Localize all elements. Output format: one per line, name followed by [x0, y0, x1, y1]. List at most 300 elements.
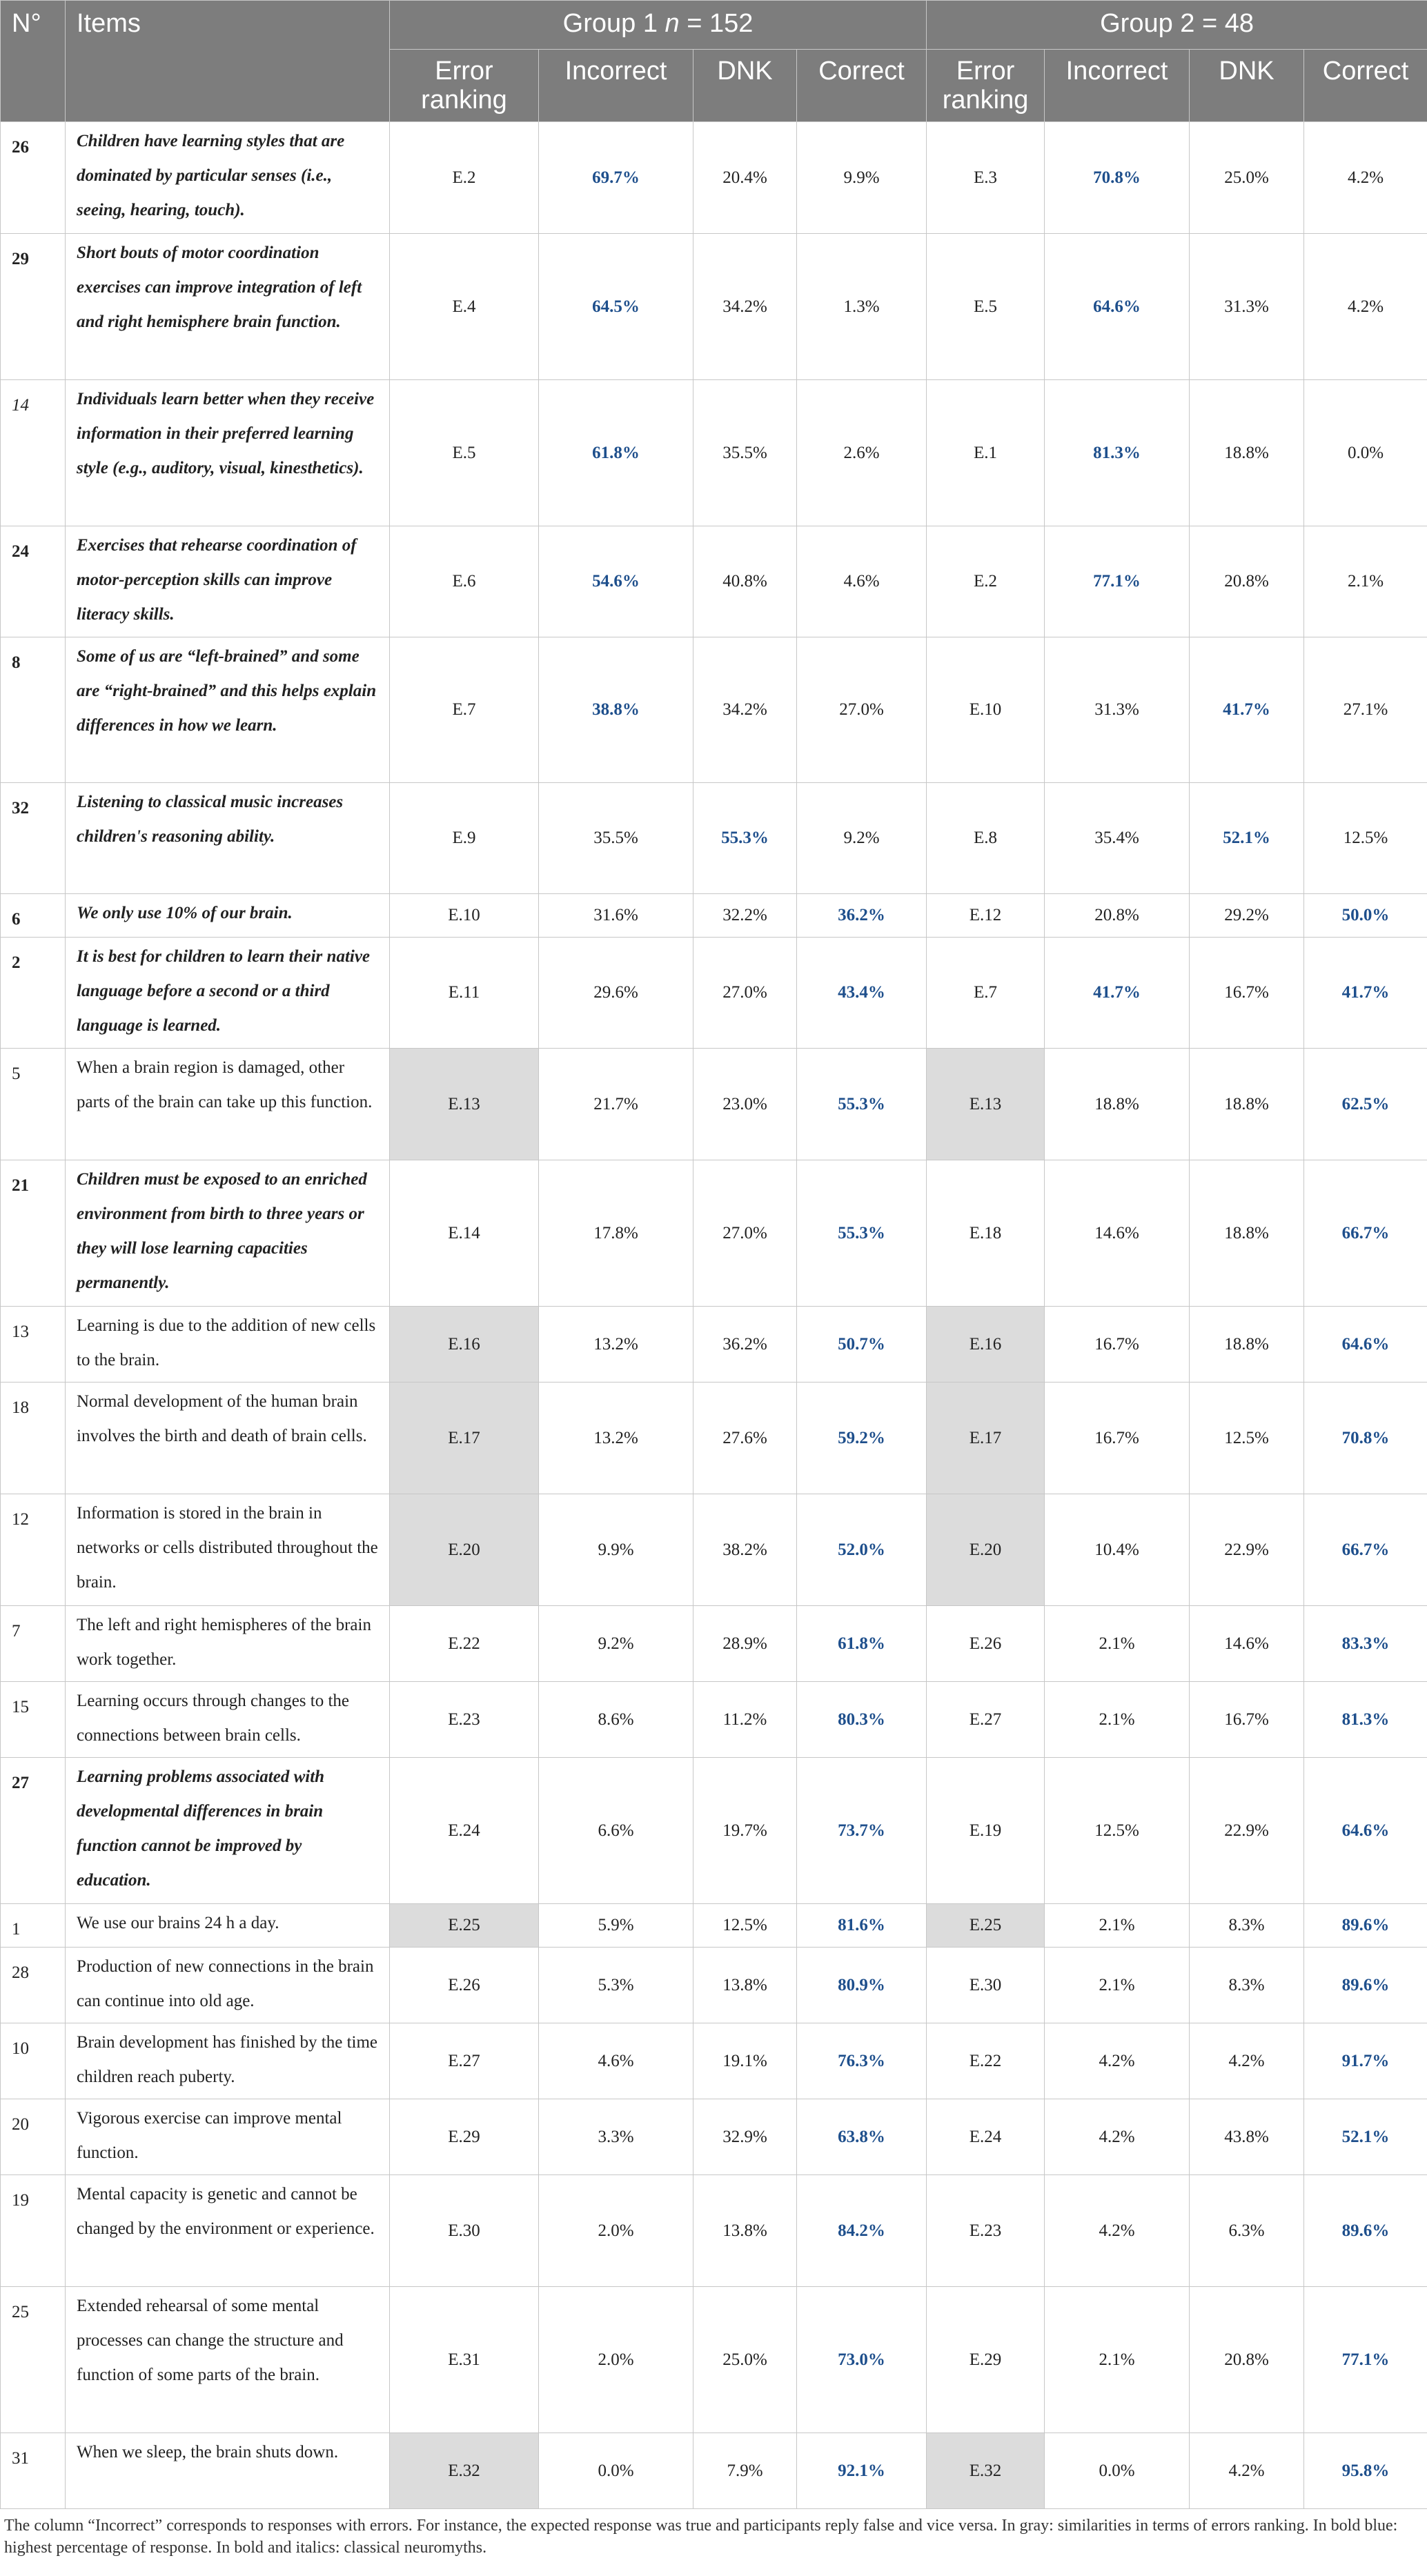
table-row [1, 783, 1427, 894]
cell-g1-error-ranking: E.9 [390, 783, 539, 894]
cell-g2-dnk: 29.2% [1190, 894, 1304, 938]
table-row [1, 1682, 1427, 1758]
cell-g2-correct: 12.5% [1304, 783, 1427, 894]
highlighted-value: 66.7% [1341, 1223, 1390, 1242]
cell-g2-correct: 0.0% [1304, 380, 1427, 526]
table-row [1, 637, 1427, 783]
cell-g1-correct [797, 1307, 927, 1383]
row-number: 28 [1, 1948, 66, 2023]
cell-g1-error-ranking: E.4 [390, 234, 539, 380]
cell-g1-dnk: 32.2% [693, 894, 797, 938]
cell-g1-correct [797, 1160, 927, 1307]
cell-g2-dnk: 14.6% [1190, 1606, 1304, 1682]
cell-g1-correct [797, 2287, 927, 2433]
cell-g2-correct [1304, 1160, 1427, 1307]
row-item-statement: Vigorous exercise can improve mental function. [66, 2099, 390, 2175]
cell-g1-incorrect: 35.5% [539, 783, 693, 894]
row-number: 19 [1, 2175, 66, 2287]
row-item-statement: Extended rehearsal of some mental processes can change the structure and function of some parts of the brain. [66, 2287, 390, 2433]
highlighted-value: 38.8% [592, 700, 640, 719]
table-row [1, 2099, 1427, 2175]
cell-g1-correct [797, 1758, 927, 1904]
table-row [1, 1383, 1427, 1494]
cell-g1-correct [797, 938, 927, 1049]
table-row [1, 1049, 1427, 1160]
cell-g1-correct [797, 1494, 927, 1606]
cell-g2-dnk: 22.9% [1190, 1758, 1304, 1904]
cell-g1-dnk: 36.2% [693, 1307, 797, 1383]
cell-g1-incorrect: 0.0% [539, 2433, 693, 2509]
highlighted-value: 61.8% [592, 443, 640, 462]
cell-g1-error-ranking: E.25 [390, 1904, 539, 1948]
cell-g2-dnk: 43.8% [1190, 2099, 1304, 2175]
cell-g1-dnk: 11.2% [693, 1682, 797, 1758]
cell-g1-incorrect: 8.6% [539, 1682, 693, 1758]
cell-g1-error-ranking: E.7 [390, 637, 539, 783]
cell-g2-correct: 2.1% [1304, 526, 1427, 637]
cell-g2-incorrect: 12.5% [1045, 1758, 1190, 1904]
cell-g2-dnk: 18.8% [1190, 1160, 1304, 1307]
row-item-statement: Brain development has finished by the time children reach puberty. [66, 2023, 390, 2099]
row-number: 6 [1, 894, 66, 938]
row-number: 18 [1, 1383, 66, 1494]
cell-g1-incorrect: 13.2% [539, 1383, 693, 1494]
highlighted-value: 80.3% [838, 1710, 885, 1729]
cell-g2-incorrect: 2.1% [1045, 1682, 1190, 1758]
cell-g2-incorrect [1045, 380, 1190, 526]
cell-g1-correct: 9.9% [797, 122, 927, 234]
row-number: 1 [1, 1904, 66, 1948]
cell-g1-correct: 1.3% [797, 234, 927, 380]
cell-g1-incorrect: 2.0% [539, 2287, 693, 2433]
table-row [1, 2433, 1427, 2509]
cell-g2-dnk: 8.3% [1190, 1948, 1304, 2023]
highlighted-value: 92.1% [838, 2461, 885, 2480]
cell-g2-incorrect: 4.2% [1045, 2175, 1190, 2287]
cell-g1-correct [797, 1904, 927, 1948]
cell-g2-error-ranking: E.8 [927, 783, 1045, 894]
cell-g2-correct [1304, 2433, 1427, 2509]
cell-g1-error-ranking: E.2 [390, 122, 539, 234]
cell-g2-dnk: 16.7% [1190, 938, 1304, 1049]
highlighted-value: 95.8% [1341, 2461, 1390, 2480]
cell-g1-incorrect [539, 234, 693, 380]
cell-g2-dnk [1190, 637, 1304, 783]
cell-g1-correct [797, 2099, 927, 2175]
cell-g2-error-ranking: E.13 [927, 1049, 1045, 1160]
highlighted-value: 59.2% [838, 1428, 885, 1447]
highlighted-value: 77.1% [1093, 572, 1141, 591]
row-item-statement: Listening to classical music increases children's reasoning ability. [66, 783, 390, 894]
cell-g2-correct [1304, 1682, 1427, 1758]
highlighted-value: 52.1% [1223, 829, 1270, 847]
cell-g2-error-ranking: E.10 [927, 637, 1045, 783]
cell-g2-error-ranking: E.7 [927, 938, 1045, 1049]
header-g1-incorrect: Incorrect [539, 50, 693, 122]
cell-g2-error-ranking: E.25 [927, 1904, 1045, 1948]
row-item-statement: Exercises that rehearse coordination of motor-perception skills can improve literacy skills. [66, 526, 390, 637]
cell-g1-error-ranking: E.11 [390, 938, 539, 1049]
table-row [1, 234, 1427, 380]
header-g1-correct: Correct [797, 50, 927, 122]
highlighted-value: 91.7% [1341, 2051, 1390, 2070]
cell-g1-incorrect: 13.2% [539, 1307, 693, 1383]
cell-g1-error-ranking: E.23 [390, 1682, 539, 1758]
highlighted-value: 55.3% [721, 829, 769, 847]
cell-g2-dnk: 12.5% [1190, 1383, 1304, 1494]
cell-g1-dnk: 35.5% [693, 380, 797, 526]
cell-g1-dnk: 19.1% [693, 2023, 797, 2099]
cell-g2-error-ranking: E.19 [927, 1758, 1045, 1904]
highlighted-value: 54.6% [592, 572, 640, 591]
cell-g1-correct [797, 1606, 927, 1682]
cell-g1-dnk: 28.9% [693, 1606, 797, 1682]
highlighted-value: 64.5% [592, 297, 640, 316]
cell-g1-correct [797, 1049, 927, 1160]
cell-g1-correct: 4.6% [797, 526, 927, 637]
highlighted-value: 77.1% [1341, 2350, 1390, 2369]
cell-g1-incorrect: 3.3% [539, 2099, 693, 2175]
cell-g2-incorrect: 4.2% [1045, 2099, 1190, 2175]
cell-g2-incorrect: 16.7% [1045, 1307, 1190, 1383]
cell-g1-dnk: 40.8% [693, 526, 797, 637]
header-number: N° [1, 1, 66, 122]
header-g2-error-ranking: Error ranking [927, 50, 1045, 122]
table-row [1, 122, 1427, 234]
table-row [1, 1307, 1427, 1383]
header-group-1-suffix: = 152 [679, 9, 754, 38]
cell-g1-incorrect [539, 526, 693, 637]
cell-g1-dnk: 38.2% [693, 1494, 797, 1606]
highlighted-value: 41.7% [1341, 983, 1390, 1002]
row-number: 27 [1, 1758, 66, 1904]
cell-g2-correct: 4.2% [1304, 122, 1427, 234]
highlighted-value: 89.6% [1341, 1975, 1390, 1994]
cell-g1-error-ranking: E.20 [390, 1494, 539, 1606]
row-number: 31 [1, 2433, 66, 2509]
highlighted-value: 62.5% [1341, 1094, 1390, 1113]
cell-g2-correct [1304, 1307, 1427, 1383]
table-header [1, 1, 1427, 122]
row-item-statement: Children must be exposed to an enriched environment from birth to three years or they will lose learning capacities permanently. [66, 1160, 390, 1307]
row-number: 7 [1, 1606, 66, 1682]
header-g2-dnk: DNK [1190, 50, 1304, 122]
cell-g2-error-ranking: E.17 [927, 1383, 1045, 1494]
highlighted-value: 55.3% [838, 1223, 885, 1242]
cell-g2-incorrect: 20.8% [1045, 894, 1190, 938]
cell-g2-incorrect: 2.1% [1045, 1904, 1190, 1948]
row-item-statement: Children have learning styles that are dominated by particular senses (i.e., seeing, hearing, touch). [66, 122, 390, 234]
highlighted-value: 89.6% [1341, 2221, 1390, 2240]
cell-g2-dnk: 16.7% [1190, 1682, 1304, 1758]
cell-g2-incorrect: 4.2% [1045, 2023, 1190, 2099]
cell-g2-error-ranking: E.30 [927, 1948, 1045, 2023]
row-item-statement: It is best for children to learn their native language before a second or a third language is learned. [66, 938, 390, 1049]
highlighted-value: 43.4% [838, 983, 885, 1002]
row-item-statement: When a brain region is damaged, other parts of the brain can take up this function. [66, 1049, 390, 1160]
highlighted-value: 66.7% [1341, 1540, 1390, 1559]
row-number: 24 [1, 526, 66, 637]
cell-g1-incorrect: 5.3% [539, 1948, 693, 2023]
header-group-1-n: n [665, 9, 680, 38]
cell-g1-error-ranking: E.13 [390, 1049, 539, 1160]
cell-g2-incorrect: 18.8% [1045, 1049, 1190, 1160]
cell-g1-incorrect: 9.9% [539, 1494, 693, 1606]
highlighted-value: 50.7% [838, 1334, 885, 1354]
highlighted-value: 73.7% [838, 1821, 885, 1840]
table-row [1, 380, 1427, 526]
cell-g1-dnk: 7.9% [693, 2433, 797, 2509]
row-number: 12 [1, 1494, 66, 1606]
cell-g2-error-ranking: E.23 [927, 2175, 1045, 2287]
cell-g2-dnk: 20.8% [1190, 526, 1304, 637]
cell-g2-correct [1304, 1494, 1427, 1606]
cell-g1-correct [797, 2023, 927, 2099]
row-number: 10 [1, 2023, 66, 2099]
cell-g2-error-ranking: E.18 [927, 1160, 1045, 1307]
highlighted-value: 64.6% [1341, 1334, 1390, 1354]
cell-g2-correct [1304, 938, 1427, 1049]
row-item-statement: Learning problems associated with developmental differences in brain function cannot be improved by education. [66, 1758, 390, 1904]
cell-g1-error-ranking: E.27 [390, 2023, 539, 2099]
cell-g2-incorrect: 2.1% [1045, 2287, 1190, 2433]
cell-g1-error-ranking: E.24 [390, 1758, 539, 1904]
highlighted-value: 52.0% [838, 1540, 885, 1559]
row-item-statement: We only use 10% of our brain. [66, 894, 390, 938]
cell-g1-dnk: 25.0% [693, 2287, 797, 2433]
cell-g2-error-ranking: E.27 [927, 1682, 1045, 1758]
cell-g2-incorrect [1045, 234, 1190, 380]
cell-g1-correct [797, 1682, 927, 1758]
cell-g1-error-ranking: E.30 [390, 2175, 539, 2287]
highlighted-value: 73.0% [838, 2350, 885, 2369]
cell-g1-incorrect [539, 380, 693, 526]
highlighted-value: 63.8% [838, 2127, 885, 2146]
cell-g1-incorrect: 6.6% [539, 1758, 693, 1904]
cell-g2-error-ranking: E.22 [927, 2023, 1045, 2099]
cell-g2-dnk: 31.3% [1190, 234, 1304, 380]
header-group-2: Group 2 = 48 [927, 1, 1427, 50]
cell-g2-dnk: 4.2% [1190, 2023, 1304, 2099]
cell-g1-dnk: 34.2% [693, 637, 797, 783]
row-number: 8 [1, 637, 66, 783]
cell-g2-error-ranking: E.16 [927, 1307, 1045, 1383]
cell-g1-incorrect: 4.6% [539, 2023, 693, 2099]
cell-g2-error-ranking: E.12 [927, 894, 1045, 938]
highlighted-value: 61.8% [838, 1634, 885, 1653]
highlighted-value: 64.6% [1093, 297, 1141, 316]
table-row [1, 1606, 1427, 1682]
cell-g2-dnk: 18.8% [1190, 1307, 1304, 1383]
highlighted-value: 36.2% [838, 906, 885, 924]
cell-g1-error-ranking: E.14 [390, 1160, 539, 1307]
row-item-statement: Mental capacity is genetic and cannot be changed by the environment or experience. [66, 2175, 390, 2287]
cell-g1-dnk: 20.4% [693, 122, 797, 234]
highlighted-value: 52.1% [1341, 2127, 1390, 2146]
table-row [1, 2023, 1427, 2099]
cell-g2-error-ranking: E.2 [927, 526, 1045, 637]
cell-g2-correct [1304, 1049, 1427, 1160]
table-row [1, 1948, 1427, 2023]
row-number: 5 [1, 1049, 66, 1160]
row-item-statement: Some of us are “left-brained” and some are “right-brained” and this helps explain differences in how we learn. [66, 637, 390, 783]
cell-g1-incorrect [539, 122, 693, 234]
row-number: 21 [1, 1160, 66, 1307]
highlighted-value: 80.9% [838, 1975, 885, 1994]
cell-g2-incorrect: 31.3% [1045, 637, 1190, 783]
cell-g2-incorrect: 2.1% [1045, 1948, 1190, 2023]
cell-g1-correct: 2.6% [797, 380, 927, 526]
cell-g1-dnk: 32.9% [693, 2099, 797, 2175]
cell-g2-error-ranking: E.20 [927, 1494, 1045, 1606]
cell-g1-error-ranking: E.26 [390, 1948, 539, 2023]
header-g1-dnk: DNK [693, 50, 797, 122]
cell-g1-incorrect: 31.6% [539, 894, 693, 938]
cell-g2-dnk: 20.8% [1190, 2287, 1304, 2433]
cell-g2-error-ranking: E.5 [927, 234, 1045, 380]
row-item-statement: Normal development of the human brain involves the birth and death of brain cells. [66, 1383, 390, 1494]
cell-g2-dnk: 25.0% [1190, 122, 1304, 234]
highlighted-value: 84.2% [838, 2221, 885, 2240]
table-row [1, 938, 1427, 1049]
cell-g1-dnk: 27.0% [693, 938, 797, 1049]
header-group-1 [390, 1, 927, 50]
row-number: 26 [1, 122, 66, 234]
cell-g2-incorrect: 0.0% [1045, 2433, 1190, 2509]
cell-g1-error-ranking: E.5 [390, 380, 539, 526]
header-g1-error-ranking: Error ranking [390, 50, 539, 122]
cell-g1-incorrect: 5.9% [539, 1904, 693, 1948]
cell-g1-incorrect: 9.2% [539, 1606, 693, 1682]
cell-g2-error-ranking: E.1 [927, 380, 1045, 526]
cell-g2-dnk: 4.2% [1190, 2433, 1304, 2509]
row-number: 29 [1, 234, 66, 380]
cell-g1-correct [797, 2433, 927, 2509]
cell-g2-error-ranking: E.32 [927, 2433, 1045, 2509]
cell-g2-incorrect [1045, 526, 1190, 637]
table-row [1, 1758, 1427, 1904]
highlighted-value: 50.0% [1341, 906, 1390, 924]
cell-g2-incorrect [1045, 938, 1190, 1049]
cell-g2-incorrect: 14.6% [1045, 1160, 1190, 1307]
cell-g1-error-ranking: E.32 [390, 2433, 539, 2509]
cell-g1-correct: 27.0% [797, 637, 927, 783]
cell-g1-dnk: 34.2% [693, 234, 797, 380]
cell-g1-correct [797, 2175, 927, 2287]
cell-g1-incorrect [539, 637, 693, 783]
cell-g1-correct [797, 1948, 927, 2023]
highlighted-value: 81.6% [838, 1916, 885, 1934]
cell-g1-error-ranking: E.31 [390, 2287, 539, 2433]
header-g2-incorrect: Incorrect [1045, 50, 1190, 122]
highlighted-value: 64.6% [1341, 1821, 1390, 1840]
cell-g1-incorrect: 21.7% [539, 1049, 693, 1160]
cell-g2-dnk: 6.3% [1190, 2175, 1304, 2287]
cell-g1-error-ranking: E.10 [390, 894, 539, 938]
highlighted-value: 41.7% [1223, 700, 1270, 719]
cell-g1-error-ranking: E.17 [390, 1383, 539, 1494]
row-item-statement: The left and right hemispheres of the brain work together. [66, 1606, 390, 1682]
highlighted-value: 70.8% [1093, 168, 1141, 187]
cell-g1-error-ranking: E.6 [390, 526, 539, 637]
cell-g1-incorrect: 17.8% [539, 1160, 693, 1307]
cell-g1-error-ranking: E.22 [390, 1606, 539, 1682]
cell-g1-error-ranking: E.29 [390, 2099, 539, 2175]
cell-g2-dnk: 18.8% [1190, 1049, 1304, 1160]
table-row [1, 894, 1427, 938]
highlighted-value: 69.7% [592, 168, 640, 187]
cell-g2-correct: 4.2% [1304, 234, 1427, 380]
cell-g2-dnk [1190, 783, 1304, 894]
row-item-statement: Short bouts of motor coordination exercises can improve integration of left and right hemisphere brain function. [66, 234, 390, 380]
cell-g2-correct [1304, 2099, 1427, 2175]
table-row [1, 1494, 1427, 1606]
cell-g2-correct [1304, 2175, 1427, 2287]
cell-g2-dnk: 18.8% [1190, 380, 1304, 526]
cell-g2-correct [1304, 2287, 1427, 2433]
row-item-statement: We use our brains 24 h a day. [66, 1904, 390, 1948]
row-number: 2 [1, 938, 66, 1049]
highlighted-value: 41.7% [1093, 983, 1141, 1002]
table-row [1, 2175, 1427, 2287]
highlighted-value: 81.3% [1093, 443, 1141, 462]
cell-g2-dnk: 8.3% [1190, 1904, 1304, 1948]
cell-g2-incorrect [1045, 122, 1190, 234]
cell-g2-incorrect: 2.1% [1045, 1606, 1190, 1682]
cell-g2-incorrect: 16.7% [1045, 1383, 1190, 1494]
cell-g2-correct [1304, 894, 1427, 938]
cell-g1-correct [797, 894, 927, 938]
header-group-1-prefix: Group 1 [562, 9, 665, 38]
cell-g2-incorrect: 10.4% [1045, 1494, 1190, 1606]
cell-g2-correct [1304, 2023, 1427, 2099]
cell-g2-incorrect: 35.4% [1045, 783, 1190, 894]
row-number: 32 [1, 783, 66, 894]
row-number: 13 [1, 1307, 66, 1383]
cell-g1-incorrect: 2.0% [539, 2175, 693, 2287]
row-number: 25 [1, 2287, 66, 2433]
cell-g1-dnk: 27.6% [693, 1383, 797, 1494]
cell-g2-error-ranking: E.26 [927, 1606, 1045, 1682]
cell-g1-dnk: 19.7% [693, 1758, 797, 1904]
cell-g1-dnk: 23.0% [693, 1049, 797, 1160]
cell-g1-dnk: 27.0% [693, 1160, 797, 1307]
cell-g2-error-ranking: E.24 [927, 2099, 1045, 2175]
cell-g1-incorrect: 29.6% [539, 938, 693, 1049]
highlighted-value: 76.3% [838, 2051, 885, 2070]
cell-g2-correct [1304, 1904, 1427, 1948]
cell-g1-dnk: 13.8% [693, 2175, 797, 2287]
cell-g2-correct [1304, 1948, 1427, 2023]
cell-g2-error-ranking: E.29 [927, 2287, 1045, 2433]
cell-g1-dnk: 13.8% [693, 1948, 797, 2023]
cell-g2-correct [1304, 1758, 1427, 1904]
table-row [1, 1904, 1427, 1948]
cell-g2-correct [1304, 1606, 1427, 1682]
cell-g1-correct: 9.2% [797, 783, 927, 894]
highlighted-value: 70.8% [1341, 1428, 1390, 1447]
cell-g1-dnk [693, 783, 797, 894]
highlighted-value: 81.3% [1341, 1710, 1390, 1729]
highlighted-value: 55.3% [838, 1094, 885, 1113]
cell-g1-correct [797, 1383, 927, 1494]
table-footnote: The column “Incorrect” corresponds to responses with errors. For instance, the expected response was true and participants reply false and vice versa. In gray: similarities in terms of errors ranking. In bold blue: highest percentage of response. In bold and italics: classical neuromyths. [4, 2517, 1398, 2557]
cell-g2-correct [1304, 1383, 1427, 1494]
row-number: 15 [1, 1682, 66, 1758]
row-item-statement: Learning is due to the addition of new cells to the brain. [66, 1307, 390, 1383]
table-row [1, 526, 1427, 637]
cell-g1-dnk: 12.5% [693, 1904, 797, 1948]
